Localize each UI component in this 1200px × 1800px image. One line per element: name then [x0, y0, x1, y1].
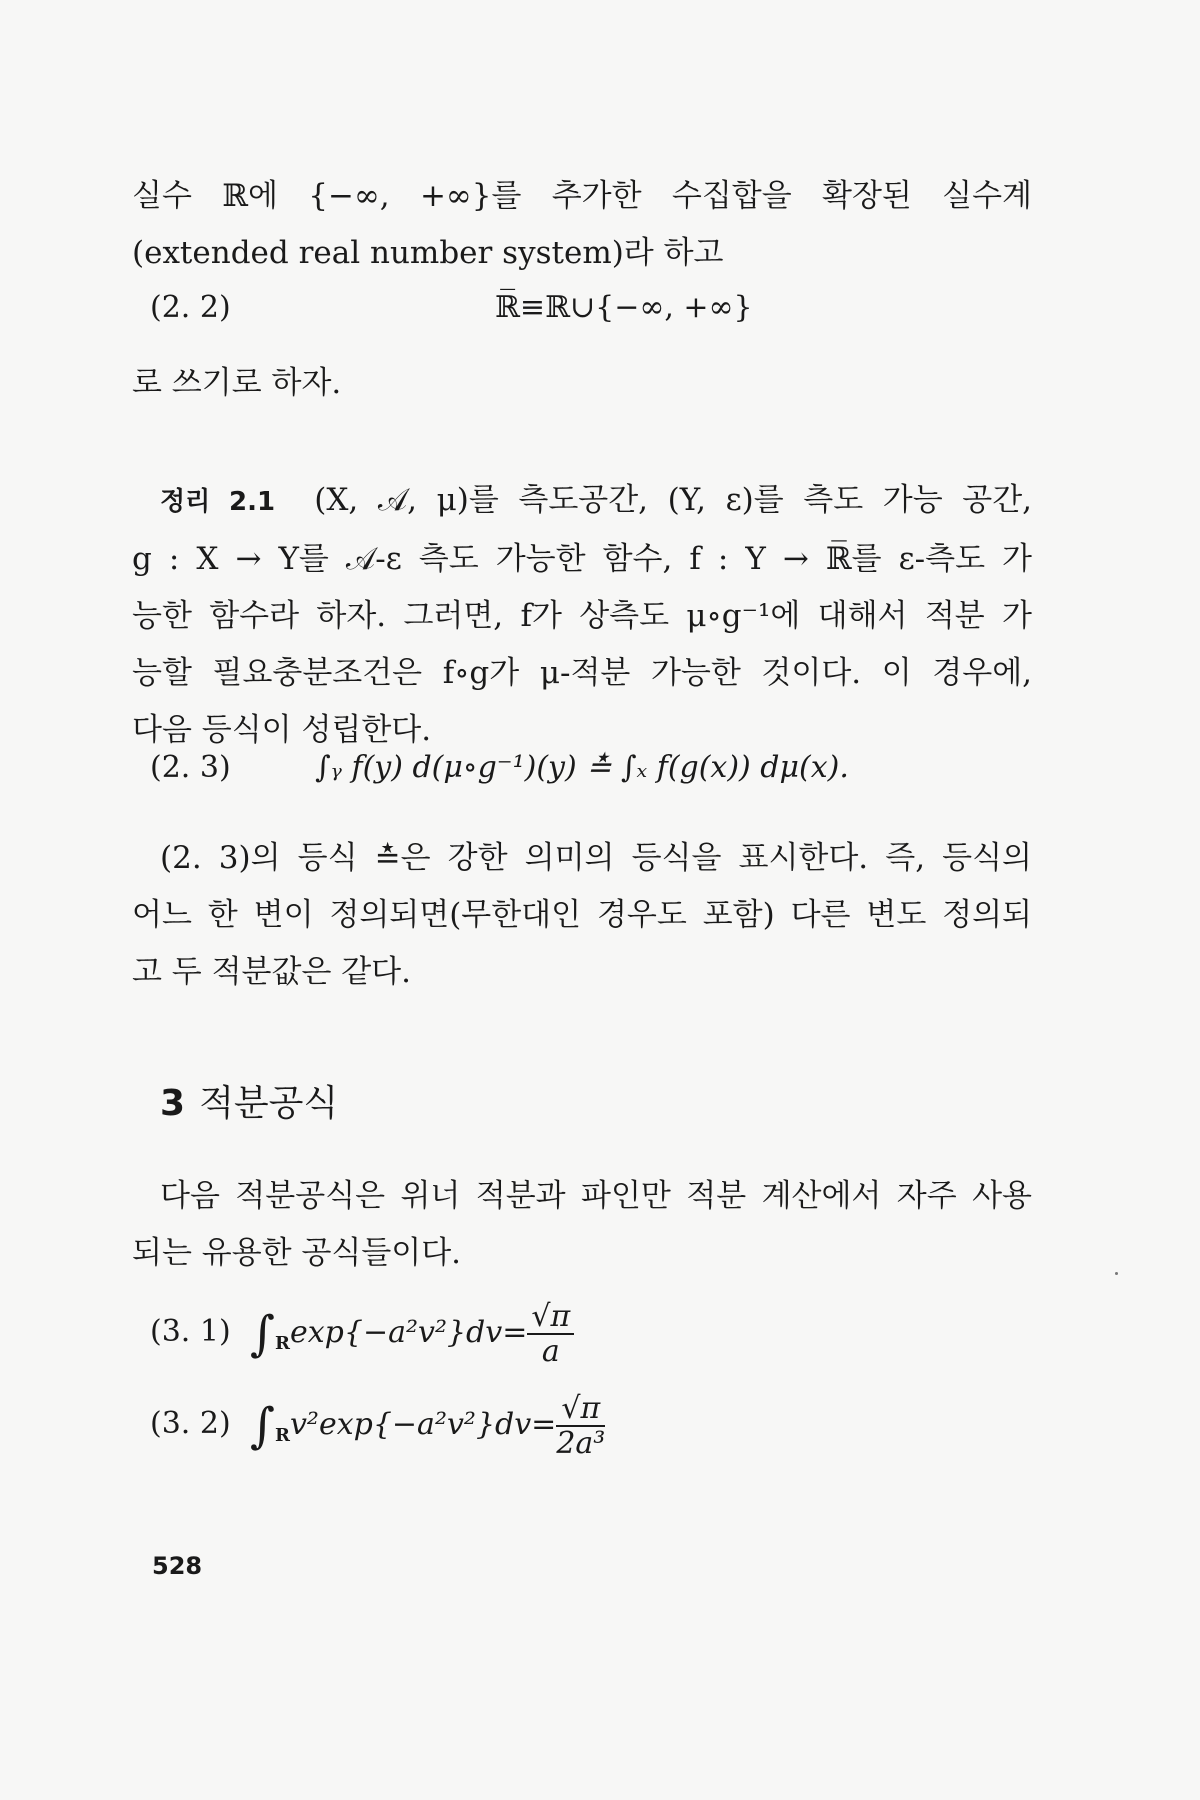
theorem-line-1-text: (X, 𝒜, μ)를 측도공간, (Y, ε)를 측도 가능 공간,	[314, 482, 1032, 518]
numerator: √π	[527, 1300, 574, 1335]
theorem-label: 정리 2.1	[160, 487, 276, 517]
intro-line-2: (extended real number system)라 하고	[132, 235, 724, 271]
scan-speck	[1115, 1272, 1118, 1275]
section-number: 3	[160, 1083, 186, 1124]
equation-number: (3. 2)	[150, 1406, 231, 1441]
theorem-2-1	[132, 472, 1032, 759]
integrand: v²exp{−a²v²}dv=	[289, 1407, 557, 1442]
integral-sign: ∫	[250, 1306, 276, 1362]
equation-expression: ∫ᵧ f(y) d(μ∘g⁻¹)(y) ≛ ∫ₓ f(g(x)) dμ(x).	[315, 750, 849, 785]
theorem-line-5: 다음 등식이 성립한다.	[132, 712, 432, 748]
section-line-2: 되는 유용한 공식들이다.	[132, 1235, 462, 1271]
equation-number: (2. 3)	[150, 750, 231, 785]
section-paragraph	[132, 1168, 1032, 1282]
equation-expression	[250, 1392, 605, 1460]
after-equation-line: 로 쓰기로 하자.	[132, 365, 342, 401]
page-number: 528	[152, 1552, 203, 1580]
fraction	[556, 1392, 605, 1460]
theorem-line-3: 능한 함수라 하자. 그러면, f가 상측도 μ∘g⁻¹에 대해서 적분 가	[132, 598, 1032, 634]
after-equation-text	[132, 355, 1032, 412]
remark-line-1: (2. 3)의 등식 ≛은 강한 의미의 등식을 표시한다. 즉, 등식의	[160, 840, 1032, 876]
remark-paragraph	[132, 830, 1032, 1001]
integral-domain: R	[275, 1333, 290, 1354]
equation-3-2	[150, 1392, 850, 1472]
integrand: exp{−a²v²}dv=	[289, 1315, 528, 1350]
section-heading	[160, 1075, 338, 1126]
intro-paragraph	[132, 168, 1032, 282]
equation-3-1	[150, 1300, 850, 1380]
equation-expression	[250, 1300, 574, 1368]
section-line-1: 다음 적분공식은 위너 적분과 파인만 적분 계산에서 자주 사용	[160, 1178, 1032, 1214]
denominator: a	[541, 1334, 560, 1369]
section-title: 적분공식	[199, 1083, 339, 1124]
equation-number: (3. 1)	[150, 1314, 231, 1349]
theorem-line-4: 능할 필요충분조건은 f∘g가 μ-적분 가능한 것이다. 이 경우에,	[132, 655, 1032, 691]
integral-domain: R	[275, 1425, 290, 1446]
equation-number: (2. 2)	[150, 290, 231, 325]
theorem-line-1	[132, 472, 1032, 531]
equation-expression: ℝ̅≡ℝ∪{−∞, +∞}	[495, 290, 753, 325]
numerator: √π	[556, 1392, 605, 1427]
remark-line-2: 어느 한 변이 정의되면(무한대인 경우도 포함) 다른 변도 정의되	[132, 897, 1032, 933]
intro-line-1: 실수 ℝ에 {−∞, +∞}를 추가한 수집합을 확장된 실수계	[132, 178, 1032, 214]
integral-sign: ∫	[250, 1398, 276, 1454]
theorem-line-2: g : X → Y를 𝒜-ε 측도 가능한 함수, f : Y → ℝ̅를 ε-측도 가	[132, 541, 1032, 577]
fraction	[527, 1300, 574, 1368]
denominator: 2a³	[556, 1426, 606, 1461]
remark-line-3: 고 두 적분값은 같다.	[132, 954, 411, 990]
